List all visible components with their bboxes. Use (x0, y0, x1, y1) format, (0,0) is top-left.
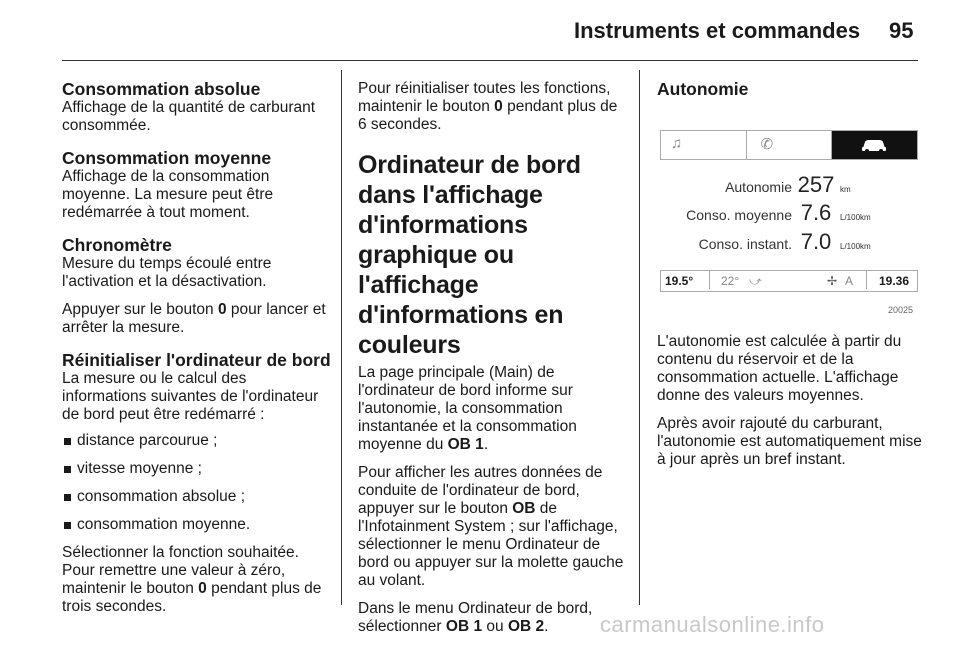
list-item: distance parcourue ; (62, 432, 332, 450)
airflow-icon: ⤻ (749, 274, 762, 288)
right-column-text (657, 333, 922, 479)
avg-consumption-text: Affichage de la consommation moyenne. La mesure peut être redémarrée à tout moment. (62, 168, 274, 221)
music-note-icon: ♫ (671, 135, 683, 152)
chrono-heading: Chronomètre (62, 235, 172, 255)
list-item: consommation absolue ; (62, 488, 332, 506)
reset-all-text: Pour réinitialiser toutes les fonctions, maintenir le bouton 0 pendant plus de 6 secondes. (358, 80, 618, 133)
outside-temp: 19.5° (665, 274, 694, 288)
watermark: carmanualsonline.info (600, 612, 825, 637)
left-column (62, 80, 332, 616)
list-item: vitesse moyenne ; (62, 460, 332, 478)
avg-consumption-heading: Consommation moyenne (62, 148, 272, 168)
display-row-instant: Conso. instant. 7.0 L/100km (698, 229, 871, 254)
middle-column (358, 80, 628, 646)
chrono-text: Mesure du temps écoulé entre l'activation et la désactivation. (62, 255, 272, 290)
set-temp: 22° (721, 274, 740, 288)
chrono-button-text: Appuyer sur le bouton 0 pour lancer et arrêter la mesure. (62, 301, 326, 336)
select-text: Sélectionner la fonction souhaitée. (62, 544, 299, 561)
display-row-avg: Conso. moyenne 7.6 L/100km (686, 200, 871, 225)
phone-icon: ✆ (760, 136, 774, 153)
column-divider-left (341, 70, 342, 605)
reset-heading: Réinitialiser l'ordinateur de bord (62, 350, 331, 370)
info-display-figure (660, 130, 918, 290)
abs-consumption-text: Affichage de la quantité de carburant consommée. (62, 99, 316, 134)
page-header-title: Instruments et commandes (574, 18, 861, 43)
display-data-text: Pour afficher les autres données de conduite de l'ordinateur de bord, appuyer sur le bouton OB de l'Infotainment System ; sur l'affichage, sélectionner le menu Ordinateur de bord ou appuyer sur la molette gauche au volant. (358, 464, 624, 589)
autonomie-para-1: L'autonomie est calculée à partir du contenu du réservoir et de la consommation actuelle. L'affichage donne des valeurs moyennes. (657, 333, 902, 404)
display-tab-bar (660, 130, 918, 160)
clock: 19.36 (879, 274, 910, 288)
car-icon (860, 137, 888, 153)
section-heading: Ordinateur de bord dans l'affichage d'informations graphique ou l'affichage d'informations en couleurs (358, 151, 581, 359)
figure-code: 20025 (888, 305, 914, 315)
reset-text: La mesure ou le calcul des informations suivantes de l'ordinateur de bord peut être redémarré : (62, 370, 319, 423)
tab-phone (747, 131, 833, 159)
abs-consumption-heading: Consommation absolue (62, 79, 261, 99)
zero-reset-text: Pour remettre une valeur à zéro, maintenir le bouton 0 pendant plus de trois secondes. (62, 562, 322, 615)
autonomie-heading: Autonomie (657, 79, 749, 99)
menu-select-text: Dans le menu Ordinateur de bord, sélectionner OB 1 ou OB 2. (358, 600, 593, 635)
fan-icon: ✢ (827, 274, 838, 288)
list-item: consommation moyenne. (62, 516, 332, 534)
tab-vehicle (832, 131, 917, 159)
header-rule (62, 60, 918, 61)
page-number: 95 (889, 18, 914, 43)
tab-audio (661, 131, 747, 159)
fan-auto-label: A (845, 274, 854, 288)
display-row-range: Autonomie 257 km (725, 172, 851, 197)
reset-list (62, 432, 332, 534)
autonomie-para-2: Après avoir rajouté du carburant, l'autonomie est automatiquement mise à jour après un bref instant. (657, 415, 922, 468)
column-divider-right (639, 70, 640, 605)
main-page-text: La page principale (Main) de l'ordinateur de bord informe sur l'autonomie, la consommation instantanée et la consommation moyenne du OB 1. (358, 364, 577, 453)
display-status-bar (660, 270, 918, 292)
